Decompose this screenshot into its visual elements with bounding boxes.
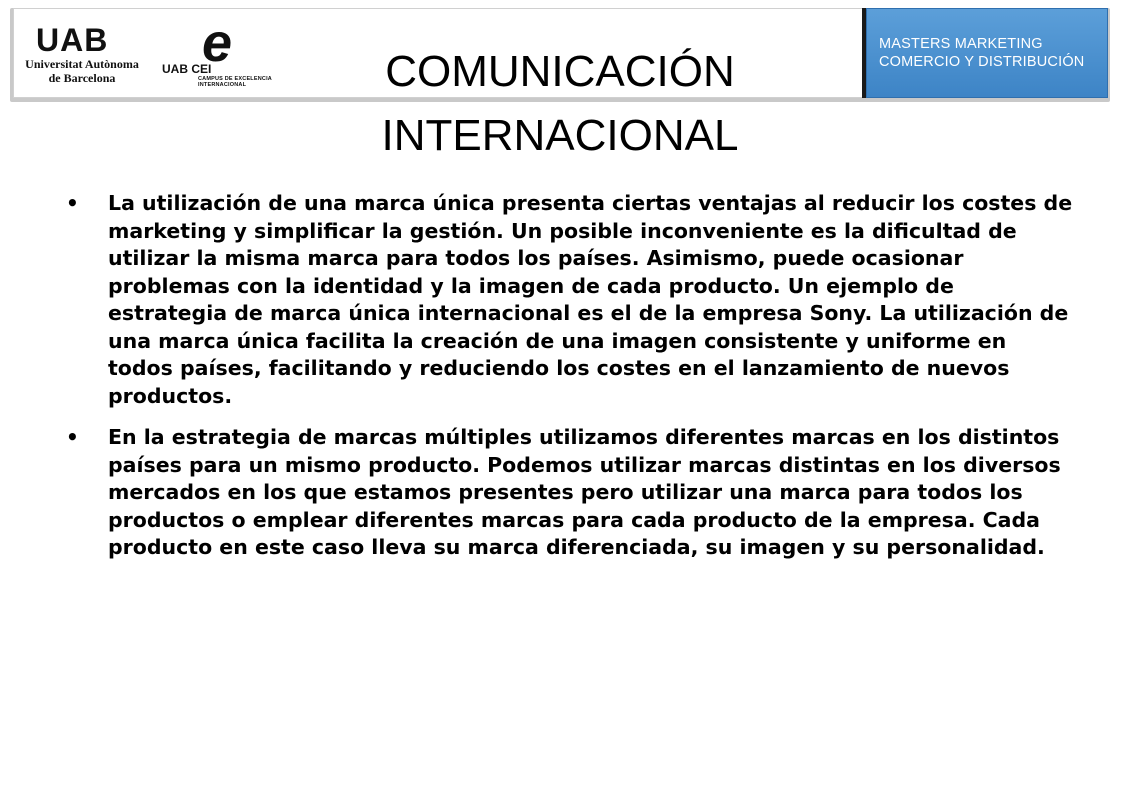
bullet-text: En la estrategia de marcas múltiples utilizamos diferentes marcas en los distintos países para un mismo producto. Podemos utilizar marcas distintas en los diversos mercados en los que estamos presentes pero utilizar una marca para todos los productos o emplear diferentes marcas para cada producto de la empresa. Cada producto en este caso lleva su marca diferenciada, su imagen y su personalidad. — [108, 425, 1061, 559]
bullet-item — [64, 424, 1074, 562]
cei-logo-letter: e — [202, 13, 233, 73]
cei-logo-line2: INTERNACIONAL — [198, 82, 247, 88]
uab-logo-line1: Universitat Autònoma — [25, 57, 139, 71]
uab-logo — [22, 22, 142, 92]
bullet-symbol: • — [66, 191, 79, 215]
cei-logo-name: UAB CEI — [162, 62, 212, 76]
program-line2: COMERCIO Y DISTRIBUCIÓN — [879, 54, 1085, 70]
cei-logo — [162, 13, 272, 88]
bullet-symbol: • — [66, 425, 79, 449]
bullet-text: La utilización de una marca única presenta ciertas ventajas al reducir los costes de marketing y simplificar la gestión. Un posible inconveniente es la dificultad de utilizar la misma marca para todos los países. Asimismo, puede ocasionar problemas con la identidad y la imagen de cada producto. Un ejemplo de estrategia de marca única internacional es el de la empresa Sony. La utilización de una marca única facilita la creación de una imagen consistente y uniforme en todos países, facilitando y reduciendo los costes en el lanzamiento de nuevos productos. — [108, 191, 1073, 408]
program-banner — [866, 8, 1108, 98]
slide-title: COMUNICACIÓN INTERNACIONAL — [381, 47, 739, 160]
cei-logo-line1: CAMPUS DE EXCELENCIA — [198, 76, 272, 82]
bullet-item — [64, 190, 1074, 410]
program-line1: MASTERS MARKETING — [879, 36, 1043, 52]
uab-logo-line2: de Barcelona — [48, 71, 116, 85]
bullet-list — [64, 190, 1074, 576]
uab-logo-word: UAB — [36, 22, 109, 58]
